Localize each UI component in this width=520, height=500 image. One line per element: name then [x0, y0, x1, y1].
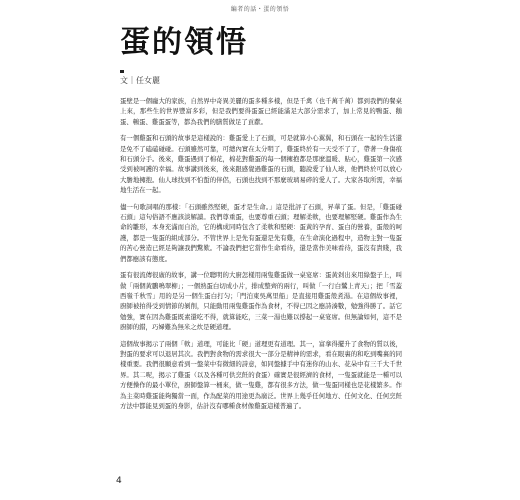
byline: 文｜任女麗: [120, 76, 160, 85]
paragraph: 蛋有很流傳很廣的故事，講一位聰明的大廚怎樣用兩隻雞蛋做一桌宴席：蛋黃剁出來用綠盤子上，叫做「兩個黃鸝鳴翠柳」；一個熟蛋白切成小片，排成整齊的兩行，叫做「一行白鷺上青天」；把「雪蓋西嶺千秋雪」用的是另一個生蛋白打匀；「門泊東吳萬里船」是直接用雞蛋殼煮湯。在這個故事裡，廚師被拍得受到情節的剝削，只能動用兩隻雞蛋作為食材，不得已因之應詩湊數，勉強得勝了。話它勉強，實在因為雞蛋既素還吃不得，就算能吃，三菜一湯也難以撐起一桌宴席。但無論如何，這不是廚師的錯，巧婦難為無米之炊是硬道理。: [120, 271, 402, 332]
paragraph: 有一個雞蛋和石頭的故事是這樣說的：雞蛋愛上了石頭，可是就算小心翼翼，和石頭在一起的生活還是免不了磕磕碰碰。石頭雖然可靠，可總內實在太分明了，雞蛋終於有一天受不了了，帶著一身傷痕和石頭分手。後來，雞蛋遇到了棉花，棉花對雞蛋的每一個擁抱都是那麼溫暖、貼心，雞蛋第一次感受到被呵護的幸福。故事講到後來，後來跟感覺過雞蛋的石頭，聽說愛了仙人球，他們終於可以放心大膽地擁抱。仙人球找到不怕蜇的伴侶，石頭也找到不那麼玻璃易碎的愛人了。大家各取所需，幸福地生活在一起。: [120, 134, 402, 195]
article-body: [120, 96, 402, 417]
running-head: 編者的話・蛋的領悟: [230, 6, 290, 13]
paragraph: 這個故事揭示了兩個「軟」道理，可能比「硬」道理更有道理。其一，富拿得擺升了食物的質以後，對蛋的要求可以退居其次。我們對食物的需求很大一部分是精神的需求，看在眼裏的和吃到嘴裏的同樣重要。我們很願意看到一盤菜中有微細的詩意，如同盤據手中有迷你的山水、花朵中有三千大千世界。其二呢，揭示了雞蛋（以及各種可供烹飪的食蛋）確實是很經濟的食材，一隻蛋就能是一種可以方便操作的最小單位，廚師盤算一桶來，做一隻雞，都有很多方法，做一隻蛋同樣也是花樣繁多。作為主菜時雞蛋能夠獨當一面，作為配菜的用途更為廣泛。世界上幾乎任何地方、任何文化、任何烹飪方法中都能見到蛋的身影，估計沒有哪種食材像雞蛋這樣普遍了。: [120, 339, 402, 410]
paragraph: 蛋壁是一個龐大的家族，自然界中奇異美麗的蛋多種多樣，但是千禽（也千萬千萬）都到我們的餐桌上來，那些生的世界豐富多彩，但是我們要得蛋蛋已經能滿足大部分需求了，加上常見的鴨蛋、鵝蛋、鵪蛋、雞蛋蛋等，都為我們的膳質做足了貢獻。: [120, 97, 402, 126]
page-title: 蛋的領悟: [120, 25, 248, 60]
paragraph: 儘一句歌詞唱的那樣：「石頭雖然堅硬，蛋才是生命。」這是批評了石頭，昇華了蛋。但是，「雞蛋碰石頭」這句俗語不應該淡解讀。我們尊重蛋，也要尊重石頭；理解柔軟，也要理解堅硬。雞蛋作為生命的雛形，本身充滿而自治，它的構成同時包含了柔軟和堅硬：蛋黃的孕育、蛋白的營養，蛋殼的呵護，都是一隻蛋的組成部分。不管世界上是先有蛋還是先有雞，在生命演化過程中，造物主對一隻蛋的苦心營造已經足夠讓我們驚歎。不論我們把它當作生命看待，還是當作美味看待，蛋沒有貴賤，我們都應該有態度。: [120, 202, 402, 263]
byline-mark: [120, 70, 124, 73]
page-number: 4: [116, 476, 122, 486]
